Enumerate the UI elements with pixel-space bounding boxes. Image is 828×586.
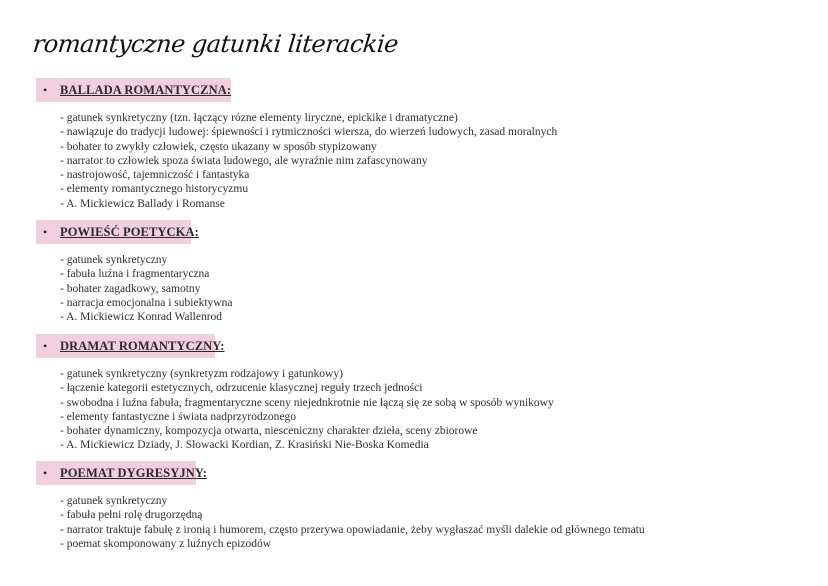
heading-text: DRAMAT ROMANTYCZNY: bbox=[60, 339, 225, 353]
heading-text: POEMAT DYGRESYJNY: bbox=[60, 466, 208, 480]
list-item: - elementy fantastyczne i świata nadprzyrodzonego bbox=[60, 410, 296, 423]
list-item: - poemat skomponowany z luźnych epizodów bbox=[60, 537, 272, 550]
item-list bbox=[60, 367, 554, 453]
list-item: - A. Mickiewicz Konrad Wallenrod bbox=[60, 311, 223, 324]
list-item: - łączenie kategorii estetycznych, odrzucenie klasycznej reguły trzech jedności bbox=[60, 382, 423, 395]
list-item: - bohater zagadkowy, samotny bbox=[60, 282, 201, 295]
list-item: - gatunek synkretyczny (tzn. łączący rózne elementy liryczne, epickike i dramatyczne) bbox=[60, 112, 458, 124]
list-item: - elementy romantycznego historycyzmu bbox=[60, 183, 249, 196]
heading-text: BALLADA ROMANTYCZNA: bbox=[60, 83, 232, 97]
bullet-icon: • bbox=[43, 339, 48, 353]
list-item: - narracja emocjonalna i subiektywna bbox=[60, 296, 233, 309]
list-item: - gatunek synkretyczny (synkretyzm rodzajowy i gatunkowy) bbox=[60, 368, 343, 380]
list-item: - A. Mickiewicz Dziady, J. Słowacki Kordian, Z. Krasiński Nie-Boska Komedia bbox=[60, 439, 429, 452]
bullet-icon: • bbox=[43, 83, 48, 97]
list-item: - bohater to zwykły człowiek, często ukazany w sposób stypizowany bbox=[60, 140, 377, 153]
item-list bbox=[60, 253, 232, 324]
item-list bbox=[60, 494, 645, 551]
heading-text: POWIEŚĆ POETYCKA: bbox=[60, 225, 199, 239]
page-title: romantyczne gatunki literackie bbox=[31, 30, 400, 58]
list-item: - fabuła luźna i fragmentaryczna bbox=[60, 268, 210, 281]
list-item: - narrator to człowiek spoza świata ludowego, ale wyraźnie nim zafascynowany bbox=[60, 154, 428, 167]
list-item: - gatunek synkretyczny bbox=[60, 254, 168, 266]
list-item: - fabuła pełni rolę drugorzędną bbox=[60, 509, 203, 522]
list-item: - nawiązuje do tradycji ludowej: śpiewności i rytmiczności wiersza, do wierzeń ludowych, zasad moralnych bbox=[60, 126, 558, 139]
bullet-icon: • bbox=[43, 466, 48, 480]
list-item: - nastrojowość, tajemniczość i fantastyka bbox=[60, 169, 250, 182]
list-item: - gatunek synkretyczny bbox=[60, 495, 168, 507]
item-list bbox=[60, 111, 557, 211]
bullet-icon: • bbox=[43, 225, 48, 239]
list-item: - swobodna i luźna fabuła, fragmentaryczne sceny niejednkrotnie nie łączą się ze sobą w sposób wynikowy bbox=[60, 396, 554, 409]
list-item: - bohater dynamiczny, kompozycja otwarta, niesceniczny charakter dzieła, sceny zbiorowe bbox=[60, 425, 478, 438]
list-item: - A. Mickiewicz Ballady i Romanse bbox=[60, 197, 225, 210]
list-item: - narrator traktuje fabułę z ironią i humorem, często przerywa opowiadanie, żeby wygłaszać myśli dalekie od głównego tematu bbox=[60, 523, 645, 536]
